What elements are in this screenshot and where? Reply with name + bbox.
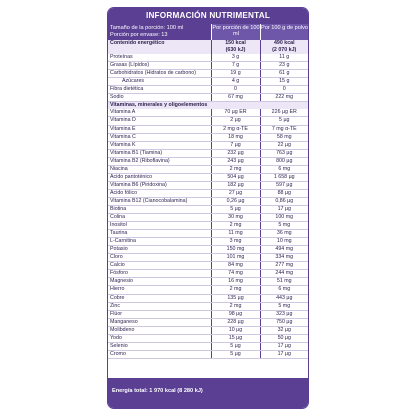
table-row bbox=[108, 86, 308, 94]
table-row bbox=[108, 310, 308, 318]
table-row bbox=[108, 246, 308, 254]
per-100g-value: 244 mg bbox=[260, 270, 308, 278]
per-100g-value: 5 mg bbox=[260, 222, 308, 230]
per-portion-value: 18 mg bbox=[211, 133, 260, 141]
nutrient-label: Vitamina D bbox=[108, 117, 211, 125]
per-100g-value: 32 µg bbox=[260, 326, 308, 334]
per-100g-value: 323 µg bbox=[260, 310, 308, 318]
nutrient-label: Cloro bbox=[108, 254, 211, 262]
per-portion-value: 2 mg bbox=[211, 165, 260, 173]
per-portion-value: 0,26 µg bbox=[211, 197, 260, 205]
per-100g-value: 88 µg bbox=[260, 189, 308, 197]
energy-kj-row bbox=[108, 47, 308, 54]
nutrition-table bbox=[108, 40, 308, 359]
per-portion-value: 2 mg bbox=[211, 286, 260, 294]
nutrient-label: Niacina bbox=[108, 165, 211, 173]
per-100g-value: 1 658 µg bbox=[260, 173, 308, 181]
nutrient-label: Ácido fólico bbox=[108, 189, 211, 197]
per-100g-value: 23 g bbox=[260, 62, 308, 70]
nutrient-label: Vitamina B1 (Tiamina) bbox=[108, 149, 211, 157]
per-100g-value: 17 µg bbox=[260, 350, 308, 358]
per-portion-value: 7 µg bbox=[211, 141, 260, 149]
table-row bbox=[108, 278, 308, 286]
per-portion-value: 135 µg bbox=[211, 294, 260, 302]
table-row bbox=[108, 262, 308, 270]
table-row bbox=[108, 125, 308, 133]
table-row bbox=[108, 157, 308, 165]
table-row bbox=[108, 286, 308, 294]
per-100g-value: 11 g bbox=[260, 54, 308, 62]
per-portion-value: 98 µg bbox=[211, 310, 260, 318]
per-100g-value: 334 mg bbox=[260, 254, 308, 262]
per-portion-value: 2 mg bbox=[211, 222, 260, 230]
nutrient-label: Molibdeno bbox=[108, 326, 211, 334]
energy-100g: 490 kcal bbox=[260, 40, 308, 47]
table-row bbox=[108, 165, 308, 173]
table-row bbox=[108, 222, 308, 230]
per-100g-value: 277 mg bbox=[260, 262, 308, 270]
column-header bbox=[108, 24, 308, 40]
vitamins-section-label: Vitaminas, minerales y oligoelementos bbox=[108, 102, 308, 110]
per-100g-header: Por 100 g de polvo bbox=[260, 24, 308, 40]
table-row bbox=[108, 181, 308, 189]
nutrient-label: Fósforo bbox=[108, 270, 211, 278]
nutrient-label: Hierro bbox=[108, 286, 211, 294]
nutrient-label: Cromo bbox=[108, 350, 211, 358]
table-row bbox=[108, 94, 308, 102]
per-portion-value: 84 mg bbox=[211, 262, 260, 270]
serving-info bbox=[108, 24, 211, 40]
per-100g-value: 0 bbox=[260, 86, 308, 94]
per-portion-value: 5 µg bbox=[211, 342, 260, 350]
nutrient-label: Flúor bbox=[108, 310, 211, 318]
table-row bbox=[108, 318, 308, 326]
table-row bbox=[108, 78, 308, 86]
table-row bbox=[108, 254, 308, 262]
nutrient-label: Cobre bbox=[108, 294, 211, 302]
table-row bbox=[108, 109, 308, 117]
per-100g-value: 51 mg bbox=[260, 278, 308, 286]
nutrient-label: Vitamina B12 (Cianocobalamina) bbox=[108, 197, 211, 205]
serving-size: Tamaño de la porción: 100 ml bbox=[110, 25, 184, 31]
table-row bbox=[108, 294, 308, 302]
per-portion-value: 2 mg bbox=[211, 302, 260, 310]
nutrient-label: Grasas (Lípidos) bbox=[108, 62, 211, 70]
table-row bbox=[108, 70, 308, 78]
per-100g-value: 22 µg bbox=[260, 141, 308, 149]
table-row bbox=[108, 230, 308, 238]
per-portion-value: 3 mg bbox=[211, 238, 260, 246]
table-row bbox=[108, 326, 308, 334]
nutrient-label: Vitamina B6 (Piridoxina) bbox=[108, 181, 211, 189]
per-100g-value: 36 mg bbox=[260, 230, 308, 238]
nutrient-label: Vitamina C bbox=[108, 133, 211, 141]
nutrient-label: Proteínas bbox=[108, 54, 211, 62]
per-100g-value: 222 mg bbox=[260, 94, 308, 102]
nutrient-label: Vitamina B2 (Riboflavina) bbox=[108, 157, 211, 165]
per-100g-value: 61 g bbox=[260, 70, 308, 78]
table-row bbox=[108, 149, 308, 157]
per-100g-value: 50 µg bbox=[260, 334, 308, 342]
per-portion-value: 5 µg bbox=[211, 350, 260, 358]
per-portion-value: 4 g bbox=[211, 78, 260, 86]
per-100g-value: 10 mg bbox=[260, 238, 308, 246]
table-row bbox=[108, 189, 308, 197]
nutrient-label: Magnesio bbox=[108, 278, 211, 286]
energy-row bbox=[108, 40, 308, 47]
table-row bbox=[108, 117, 308, 125]
nutrient-label: Zinc bbox=[108, 302, 211, 310]
table-row bbox=[108, 205, 308, 213]
per-portion-value: 11 mg bbox=[211, 230, 260, 238]
energy-portion: 150 kcal bbox=[211, 40, 260, 47]
servings-per-container: Porción por envase: 13 bbox=[110, 32, 168, 38]
nutrition-facts-panel bbox=[108, 8, 308, 408]
per-100g-value: 0,86 µg bbox=[260, 197, 308, 205]
per-portion-value: 101 mg bbox=[211, 254, 260, 262]
per-portion-value: 3 g bbox=[211, 54, 260, 62]
per-100g-value: 58 mg bbox=[260, 133, 308, 141]
per-100g-value: 750 µg bbox=[260, 318, 308, 326]
per-100g-value: 494 mg bbox=[260, 246, 308, 254]
per-100g-value: 5 mg bbox=[260, 302, 308, 310]
nutrient-label: Vitamina K bbox=[108, 141, 211, 149]
per-portion-value: 70 µg ER bbox=[211, 109, 260, 117]
table-row bbox=[108, 350, 308, 358]
per-100g-value: 6 mg bbox=[260, 286, 308, 294]
table-row bbox=[108, 141, 308, 149]
table-row bbox=[108, 270, 308, 278]
nutrient-label: Fibra dietética bbox=[108, 86, 211, 94]
per-100g-value: 597 µg bbox=[260, 181, 308, 189]
per-100g-value: 100 mg bbox=[260, 214, 308, 222]
nutrient-label: Manganeso bbox=[108, 318, 211, 326]
table-row bbox=[108, 302, 308, 310]
per-portion-value: 30 mg bbox=[211, 214, 260, 222]
per-100g-value: 6 mg bbox=[260, 165, 308, 173]
per-portion-value: 7 g bbox=[211, 62, 260, 70]
nutrient-label: Colina bbox=[108, 214, 211, 222]
per-portion-value: 232 µg bbox=[211, 149, 260, 157]
per-portion-value: 15 µg bbox=[211, 334, 260, 342]
nutrient-label: Ácido pantoténico bbox=[108, 173, 211, 181]
per-100g-value: 7 mg α-TE bbox=[260, 125, 308, 133]
table-row bbox=[108, 214, 308, 222]
table-row bbox=[108, 334, 308, 342]
nutrient-label: Potasio bbox=[108, 246, 211, 254]
per-portion-value: 74 mg bbox=[211, 270, 260, 278]
per-100g-value: 5 µg bbox=[260, 117, 308, 125]
energy-100g-kj: (2 070 kJ) bbox=[260, 47, 308, 54]
per-100g-value: 443 µg bbox=[260, 294, 308, 302]
table-row bbox=[108, 238, 308, 246]
nutrient-label: Calcio bbox=[108, 262, 211, 270]
per-portion-header: Por porción de 100 ml bbox=[211, 24, 260, 40]
nutrient-label: Sodio bbox=[108, 94, 211, 102]
per-100g-value: 800 µg bbox=[260, 157, 308, 165]
per-portion-value: 243 µg bbox=[211, 157, 260, 165]
per-100g-value: 226 µg ER bbox=[260, 109, 308, 117]
table-row bbox=[108, 133, 308, 141]
nutrient-label: Vitamina A bbox=[108, 109, 211, 117]
nutrient-label: Inositol bbox=[108, 222, 211, 230]
per-portion-value: 2 µg bbox=[211, 117, 260, 125]
nutrient-label: Taurina bbox=[108, 230, 211, 238]
per-portion-value: 182 µg bbox=[211, 181, 260, 189]
per-100g-value: 17 µg bbox=[260, 342, 308, 350]
nutrient-label: Vitamina E bbox=[108, 125, 211, 133]
per-portion-value: 19 g bbox=[211, 70, 260, 78]
panel-title: INFORMACIÓN NUTRIMENTAL bbox=[108, 8, 308, 24]
nutrient-label: Carbohidratos (Hidratos de carbono) bbox=[108, 70, 211, 78]
per-portion-value: 67 mg bbox=[211, 94, 260, 102]
table-row bbox=[108, 54, 308, 62]
table-row bbox=[108, 342, 308, 350]
per-portion-value: 27 µg bbox=[211, 189, 260, 197]
per-portion-value: 150 mg bbox=[211, 246, 260, 254]
nutrient-label: Azúcares bbox=[108, 78, 211, 86]
table-row bbox=[108, 62, 308, 70]
per-100g-value: 15 g bbox=[260, 78, 308, 86]
per-portion-value: 0 bbox=[211, 86, 260, 94]
per-portion-value: 504 µg bbox=[211, 173, 260, 181]
energy-portion-kj: (630 kJ) bbox=[211, 47, 260, 54]
per-portion-value: 10 µg bbox=[211, 326, 260, 334]
total-energy: Energía total: 1 970 kcal (8 280 kJ) bbox=[112, 388, 203, 394]
energy-label: Contenido energético bbox=[108, 40, 211, 47]
nutrient-label: Selenio bbox=[108, 342, 211, 350]
table-row bbox=[108, 197, 308, 205]
nutrient-label: Biotina bbox=[108, 205, 211, 213]
per-portion-value: 16 mg bbox=[211, 278, 260, 286]
per-portion-value: 2 mg α-TE bbox=[211, 125, 260, 133]
vitamins-section-header bbox=[108, 102, 308, 110]
per-100g-value: 763 µg bbox=[260, 149, 308, 157]
nutrient-label: Yodo bbox=[108, 334, 211, 342]
per-100g-value: 17 µg bbox=[260, 205, 308, 213]
nutrient-label: L-Carnitina bbox=[108, 238, 211, 246]
per-portion-value: 5 µg bbox=[211, 205, 260, 213]
per-portion-value: 228 µg bbox=[211, 318, 260, 326]
total-energy-footer bbox=[108, 378, 308, 408]
table-row bbox=[108, 173, 308, 181]
